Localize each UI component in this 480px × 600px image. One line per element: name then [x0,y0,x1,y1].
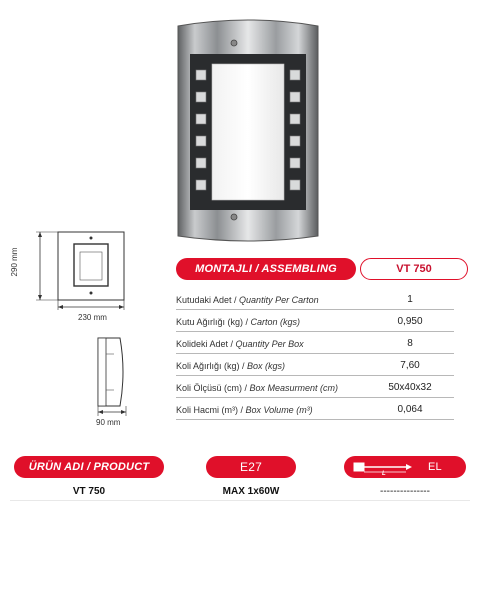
spec-label: Koli Ağırlığı (kg) / Box (kgs) [176,360,286,371]
svg-text:L: L [382,471,386,475]
spec-row [176,312,454,332]
front-view-drawing [22,226,132,326]
spec-value: 1 [407,294,413,305]
spec-label: Kutudaki Adet / Quantity Per Carton [176,294,319,305]
spec-row [176,378,454,398]
model-code-badge: VT 750 [360,258,468,280]
product-name-value: VT 750 [72,486,106,497]
assembling-badge: MONTAJLI / ASSEMBLING [176,258,356,280]
spec-value: 50x40x32 [388,382,432,393]
spec-value: 8 [407,338,413,349]
cable-label: EL [428,461,442,473]
side-view-drawing [86,332,146,422]
spec-row [176,334,454,354]
spec-label: Kolideki Adet / Quantity Per Box [176,338,304,349]
socket-badge: E27 [206,456,296,478]
height-dimension-label: 290 mm [10,247,19,277]
width-dimension-label: 230 mm [78,313,107,322]
spec-label: Koli Hacmi (m³) / Box Volume (m³) [176,404,313,415]
spec-row [176,290,454,310]
product-name-badge: ÜRÜN ADI / PRODUCT [14,456,164,478]
footer-divider [10,500,470,501]
socket-value: MAX 1x60W [222,486,280,497]
product-lamp-image [172,18,324,244]
spec-value: 0,950 [397,316,423,327]
spec-label: Kutu Ağırlığı (kg) / Carton (kgs) [176,316,301,327]
spec-value: 7,60 [400,360,420,371]
spec-row [176,356,454,376]
spec-label: Koli Ölçüsü (cm) / Box Measurment (cm) [176,382,339,393]
spec-value: 0,064 [397,404,423,415]
cable-badge [344,456,466,478]
cable-icon [352,459,416,475]
cable-value: --------------- [380,486,430,497]
spec-row [176,400,454,420]
depth-dimension-label: 90 mm [96,418,121,427]
